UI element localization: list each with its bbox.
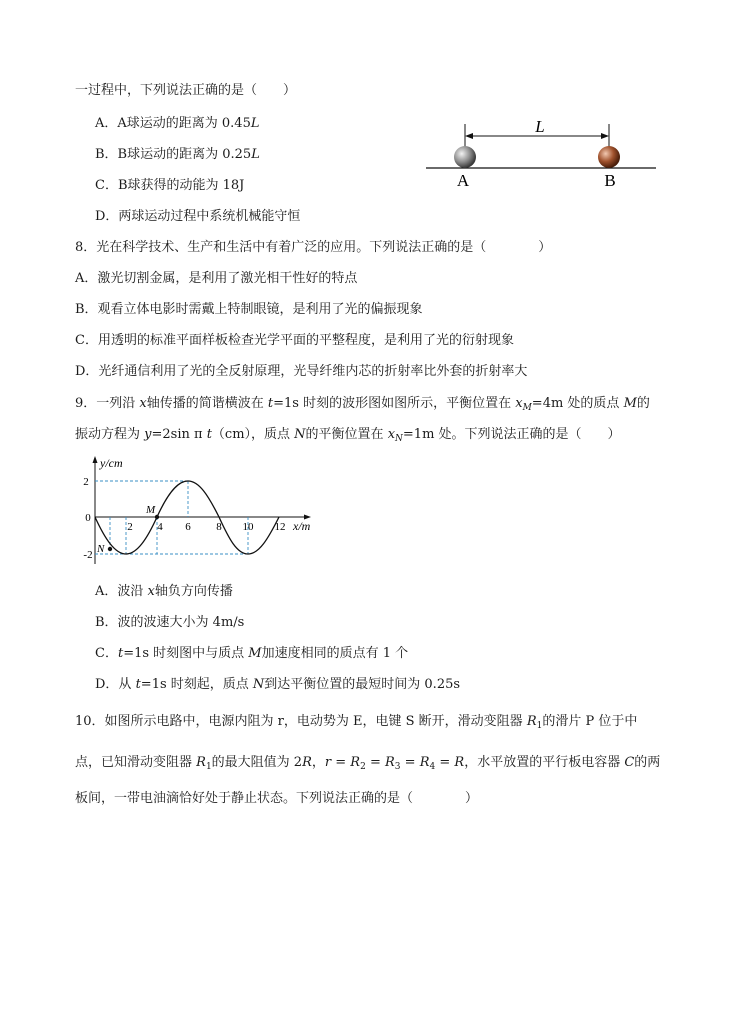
q7-option-a: A．A球运动的距离为 0.45L [95,116,260,131]
q10-stem-line1: 10．如图所示电路中，电源内阻为 r，电动势为 E，电键 S 断开，滑动变阻器 $R_1$的滑片 P 位于中 [75,714,638,731]
q9-stem-line1: 9．一列沿 x轴传播的简谐横波在 t=1s 时刻的波形图如图所示，平衡位置在 $x_M=4m$ 处的质点 M的 [75,396,650,413]
ball-b-label: B [604,171,616,190]
q9-option-c: C．t=1s 时刻图中与质点 M加速度相同的质点有 1 个 [95,646,409,661]
q9-stem-line2: 振动方程为 y=2sin π t（cm），质点 N的平衡位置在 $x_N=1m$ 处。下列说法正确的是（ ） [75,427,621,444]
label-m: M [146,504,156,516]
ball-a-label: A [456,171,470,190]
q10-stem-line3: 板间，一带电油滴恰好处于静止状态。下列说法正确的是（ ） [75,791,479,806]
q7-balls-figure [420,112,660,194]
y-tick-neg2: -2 [83,549,93,561]
q8-option-c: C．用透明的标准平面样板检查光学平面的平整程度，是利用了光的衍射现象 [75,333,514,348]
q7-option-b: B．B球运动的距离为 0.25L [95,147,260,162]
x-tick-6: 6 [185,521,191,533]
ball-a [454,146,476,168]
q7-option-c: C．B球获得的动能为 18J [95,178,245,193]
q9-option-a: A．波沿 x轴负方向传播 [95,584,233,599]
point-n [108,547,112,551]
q10-stem-line2: 点，已知滑动变阻器 $R_1$的最大阻值为 2R，$r = R_2 = R_3 = R_4 = R$，水平放置的平行板电容器 C的两 [75,755,661,772]
label-n: N [97,543,105,555]
l-label: L [535,117,545,136]
q8-stem: 8．光在科学技术、生产和生活中有着广泛的应用。下列说法正确的是（ ） [75,240,552,255]
x-tick-8: 8 [216,521,222,533]
q9-wave-graph [82,452,322,570]
x-tick-2: 2 [127,521,133,533]
x-tick-12: 12 [274,521,286,533]
y-tick-0: 0 [85,512,91,524]
q8-option-b: B．观看立体电影时需戴上特制眼镜，是利用了光的偏振现象 [75,302,423,317]
q8-option-d: D．光纤通信利用了光的全反射原理，光导纤维内芯的折射率比外套的折射率大 [75,364,528,379]
point-m [155,515,159,519]
x-tick-10: 10 [242,521,254,533]
y-tick-2: 2 [83,476,89,488]
q9-option-b: B．波的波速大小为 4m/s [95,615,245,630]
ball-b [598,146,620,168]
q7-stem: 一过程中，下列说法正确的是（ ） [75,83,297,98]
x-tick-4: 4 [157,521,163,533]
x-axis-label: x/m [293,519,311,533]
q7-option-d: D．两球运动过程中系统机械能守恒 [95,209,301,224]
y-axis-label: y/cm [100,456,123,470]
q8-option-a: A．激光切割金属，是利用了激光相干性好的特点 [75,271,358,286]
q9-option-d: D．从 t=1s 时刻起，质点 N到达平衡位置的最短时间为 0.25s [95,677,461,692]
